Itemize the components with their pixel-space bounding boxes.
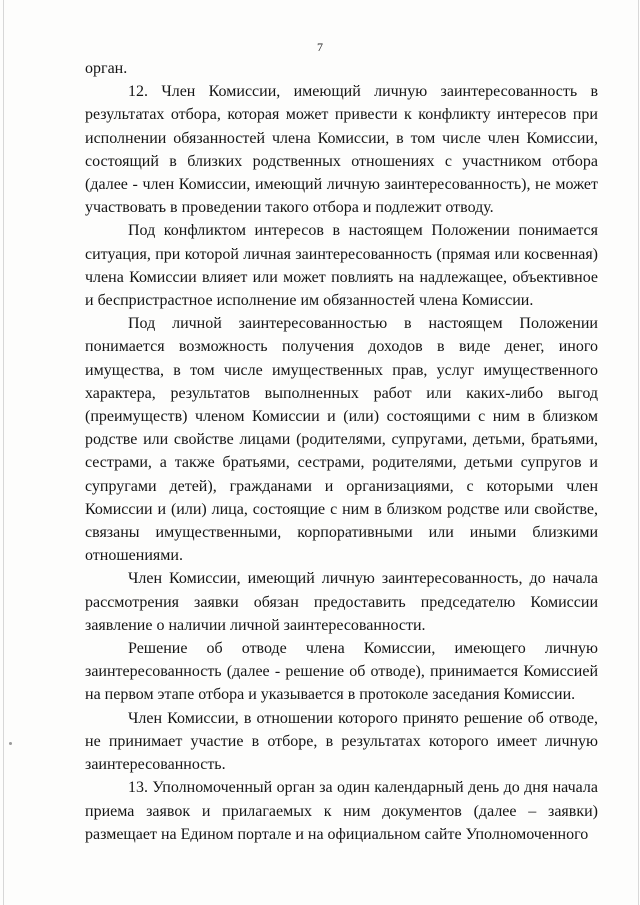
paragraph-continuation: орган.	[85, 60, 128, 77]
scan-speck	[9, 742, 12, 745]
paragraph-recused-member: Член Комиссии, в отношении которого принято решение об отводе, не принимает участие в отборе, в результатах которого имеет личную заинтересованность.	[85, 709, 598, 774]
paragraph-item-13: 13. Уполномоченный орган за один календарный день до дня начала приема заявок и прилагаемых к ним документов (далее – заявки) размещает на Едином портале и на официальном сайте Уполномоченного	[85, 779, 598, 843]
paragraph-member-statement: Член Комиссии, имеющий личную заинтересованность, до начала рассмотрения заявки обязан предоставить председателю Комиссии заявление о наличии личной заинтересованности.	[85, 570, 598, 634]
document-body	[85, 57, 598, 846]
page-number: 7	[317, 40, 323, 54]
paragraph-interest-definition: Под личной заинтересованностью в настоящем Положении понимается возможность получения доходов в виде денег, иного имущества, в том числе имущественных прав, услуг имущественного характера, результатов выполненных работ или каких-либо выгод (преимуществ) членом Комиссии и (или) состоящими с ним в близком родстве или свойстве лицами (родителями, супругами, детьми, братьями, сестрами, а также братьями, сестрами, родителями, детьми супругов и супругами детей), гражданами и организациями, с которыми член Комиссии и (или) лица, состоящие с ним в близком родстве или свойстве, связаны имущественными, корпоративными или иными близкими отношениями.	[85, 315, 598, 565]
scan-edge-left	[3, 0, 4, 905]
scan-edge-right	[638, 0, 639, 905]
paragraph-conflict-definition: Под конфликтом интересов в настоящем Положении понимается ситуация, при которой личная заинтересованность (прямая или косвенная) члена Комиссии влияет или может повлиять на надлежащее, объективное и беспристрастное исполнение им обязанностей члена Комиссии.	[85, 222, 598, 310]
paragraph-recusal-decision: Решение об отводе члена Комиссии, имеющего личную заинтересованность (далее - решение об отводе), принимается Комиссией на первом этапе отбора и указывается в протоколе заседания Комиссии.	[85, 640, 598, 704]
paragraph-item-12: 12. Член Комиссии, имеющий личную заинтересованность в результатах отбора, которая может привести к конфликту интересов при исполнении обязанностей члена Комиссии, в том числе член Комиссии, состоящий в близких родственных отношениях с участником отбора (далее - член Комиссии, имеющий личную заинтересованность), не может участвовать в проведении такого отбора и подлежит отводу.	[85, 83, 598, 217]
